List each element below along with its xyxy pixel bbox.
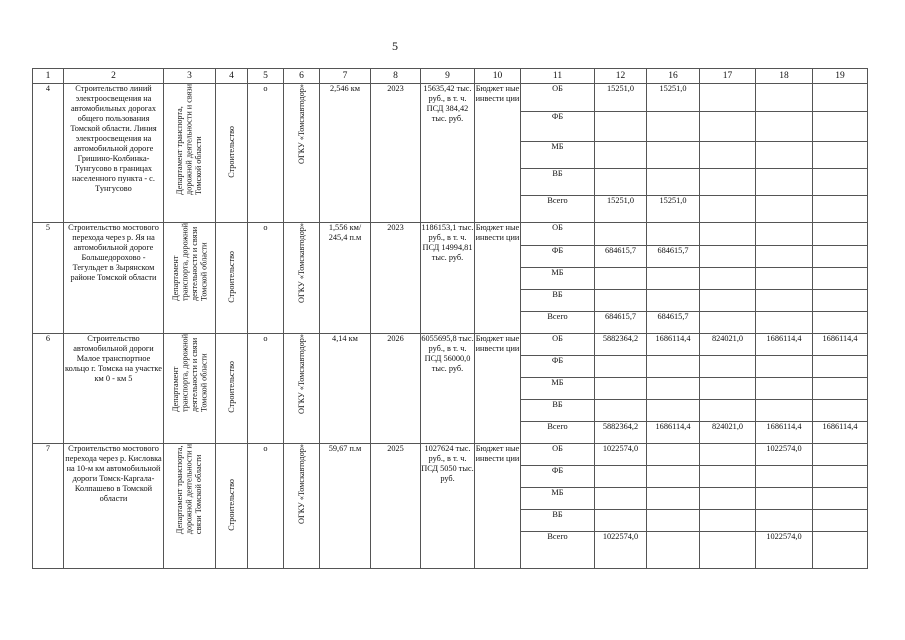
amount-c17 [700, 510, 756, 532]
amount-c12: 684615,7 [595, 246, 647, 268]
object-name: Строительство автомобильной дороги Малое транспортное кольцо г. Томска на участке км 0 - км 5 [64, 334, 164, 444]
amount-c12: 5882364,2 [595, 334, 647, 356]
amount-c18 [756, 378, 813, 400]
amount-c16: 15251,0 [647, 84, 700, 112]
budget-source: МБ [521, 142, 595, 169]
table-row [33, 334, 868, 356]
amount-c19 [813, 84, 868, 112]
amount-c18 [756, 400, 813, 422]
organization: ОГКУ «Томскавтодор» [296, 334, 306, 414]
amount-c12 [595, 268, 647, 290]
capacity: 59,67 п.м [320, 444, 371, 569]
col5-value: о [248, 84, 284, 223]
organization: ОГКУ «Томскавтодор» [296, 223, 306, 303]
col5-value: о [248, 334, 284, 444]
amount-c16 [647, 444, 700, 466]
amount-c18 [756, 290, 813, 312]
budget-source: ВБ [521, 510, 595, 532]
column-header: 10 [475, 69, 521, 84]
amount-c17 [700, 169, 756, 196]
amount-c16: 1686114,4 [647, 334, 700, 356]
amount-c12: 15251,0 [595, 196, 647, 223]
investment-type: Бюджет ные инвести ции [475, 223, 521, 334]
amount-c12: 1022574,0 [595, 444, 647, 466]
amount-c17 [700, 532, 756, 569]
investment-type: Бюджет ные инвести ции [475, 444, 521, 569]
amount-c16: 15251,0 [647, 196, 700, 223]
completion-year: 2025 [371, 444, 421, 569]
amount-c17 [700, 223, 756, 246]
amount-c18 [756, 112, 813, 142]
amount-c17 [700, 356, 756, 378]
amount-c18 [756, 142, 813, 169]
amount-c17 [700, 268, 756, 290]
column-header: 12 [595, 69, 647, 84]
amount-c18 [756, 510, 813, 532]
amount-c16: 684615,7 [647, 246, 700, 268]
amount-c16 [647, 268, 700, 290]
column-header: 8 [371, 69, 421, 84]
amount-c19 [813, 246, 868, 268]
budget-source: ВБ [521, 290, 595, 312]
col5-value: о [248, 223, 284, 334]
amount-c18 [756, 356, 813, 378]
capacity: 2,546 км [320, 84, 371, 223]
row-number: 6 [33, 334, 64, 444]
amount-c17 [700, 400, 756, 422]
amount-c16 [647, 510, 700, 532]
amount-c18 [756, 312, 813, 334]
amount-c16 [647, 488, 700, 510]
department-cell [164, 334, 216, 444]
amount-c12 [595, 169, 647, 196]
amount-c12 [595, 378, 647, 400]
column-header: 5 [248, 69, 284, 84]
amount-c17: 824021,0 [700, 334, 756, 356]
work-type: Строительство [226, 478, 236, 531]
amount-c19: 1686114,4 [813, 422, 868, 444]
amount-c19 [813, 169, 868, 196]
amount-c12 [595, 400, 647, 422]
column-header: 6 [284, 69, 320, 84]
budget-source: МБ [521, 268, 595, 290]
amount-c19 [813, 223, 868, 246]
organization-cell [284, 444, 320, 569]
amount-c18 [756, 169, 813, 196]
budget-source: ВБ [521, 400, 595, 422]
budget-source: Всего [521, 532, 595, 569]
amount-c19 [813, 112, 868, 142]
column-header: 17 [700, 69, 756, 84]
row-number: 5 [33, 223, 64, 334]
budget-source: ОБ [521, 334, 595, 356]
table-row [33, 223, 868, 246]
investment-type: Бюджет ные инвести ции [475, 334, 521, 444]
amount-c19 [813, 312, 868, 334]
amount-c17 [700, 84, 756, 112]
organization-cell [284, 84, 320, 223]
amount-c12 [595, 488, 647, 510]
completion-year: 2023 [371, 223, 421, 334]
object-name: Строительство мостового перехода через р. Кисловка на 10-м км автомобильной дороги Томск-Каргала-Колпашево в Томской области [64, 444, 164, 569]
amount-c12: 1022574,0 [595, 532, 647, 569]
amount-c19 [813, 290, 868, 312]
amount-c18: 1686114,4 [756, 422, 813, 444]
budget-source: МБ [521, 488, 595, 510]
table-row [33, 84, 868, 112]
organization: ОГКУ «Томскавтодор» [296, 444, 306, 524]
amount-c17 [700, 112, 756, 142]
budget-source: Всего [521, 312, 595, 334]
work-type: Строительство [226, 250, 236, 303]
column-header: 9 [421, 69, 475, 84]
amount-c19 [813, 510, 868, 532]
amount-c19 [813, 356, 868, 378]
organization-cell [284, 223, 320, 334]
amount-c19 [813, 466, 868, 488]
amount-c17 [700, 488, 756, 510]
budget-source: ФБ [521, 466, 595, 488]
completion-year: 2026 [371, 334, 421, 444]
department: Департамент транспорта, дорожной деятельности и связи Томской области [170, 334, 208, 413]
amount-c16 [647, 532, 700, 569]
amount-c17 [700, 246, 756, 268]
amount-c12 [595, 223, 647, 246]
amount-c16 [647, 466, 700, 488]
organization-cell [284, 334, 320, 444]
amount-c19 [813, 444, 868, 466]
amount-c17 [700, 290, 756, 312]
amount-c19 [813, 268, 868, 290]
amount-c17 [700, 312, 756, 334]
department-cell [164, 444, 216, 569]
amount-c17: 824021,0 [700, 422, 756, 444]
object-name: Строительство мостового перехода через р. Яя на автомобильной дороге Большедорохово - Тегульдет в Зырянском районе Томской области [64, 223, 164, 334]
capacity: 4,14 км [320, 334, 371, 444]
amount-c18 [756, 223, 813, 246]
amount-c16 [647, 142, 700, 169]
department-cell [164, 84, 216, 223]
amount-c19 [813, 378, 868, 400]
amount-c16 [647, 290, 700, 312]
capacity: 1,556 км/ 245,4 п.м [320, 223, 371, 334]
work-type: Строительство [226, 361, 236, 413]
estimated-cost: 1027624 тыс. руб., в т. ч. ПСД 5050 тыс. руб. [421, 444, 475, 569]
amount-c18 [756, 466, 813, 488]
completion-year: 2023 [371, 84, 421, 223]
amount-c12 [595, 112, 647, 142]
amount-c12 [595, 510, 647, 532]
amount-c18 [756, 246, 813, 268]
amount-c18 [756, 268, 813, 290]
budget-source: ФБ [521, 112, 595, 142]
amount-c19 [813, 142, 868, 169]
page-number: 5 [392, 39, 398, 53]
department-cell [164, 223, 216, 334]
amount-c12: 15251,0 [595, 84, 647, 112]
budget-source: ОБ [521, 84, 595, 112]
row-number: 7 [33, 444, 64, 569]
work-type: Строительство [226, 125, 236, 178]
column-header: 18 [756, 69, 813, 84]
budget-source: ОБ [521, 223, 595, 246]
investment-objects-table [32, 68, 868, 569]
amount-c12: 5882364,2 [595, 422, 647, 444]
amount-c16: 1686114,4 [647, 422, 700, 444]
work-type-cell [216, 334, 248, 444]
amount-c16 [647, 223, 700, 246]
amount-c19 [813, 196, 868, 223]
amount-c17 [700, 142, 756, 169]
investment-type: Бюджет ные инвести ции [475, 84, 521, 223]
amount-c12 [595, 466, 647, 488]
amount-c16 [647, 356, 700, 378]
budget-source: ОБ [521, 444, 595, 466]
amount-c18: 1686114,4 [756, 334, 813, 356]
column-header: 2 [64, 69, 164, 84]
amount-c19 [813, 532, 868, 569]
row-number: 4 [33, 84, 64, 223]
amount-c18: 1022574,0 [756, 532, 813, 569]
estimated-cost: 6055695,8 тыс. руб., в т. ч. ПСД 56000,0 тыс. руб. [421, 334, 475, 444]
amount-c17 [700, 378, 756, 400]
header-row [33, 69, 868, 84]
budget-source: ФБ [521, 246, 595, 268]
amount-c12 [595, 142, 647, 169]
amount-c18 [756, 196, 813, 223]
amount-c19 [813, 488, 868, 510]
column-header: 11 [521, 69, 595, 84]
budget-source: ФБ [521, 356, 595, 378]
amount-c12 [595, 356, 647, 378]
column-header: 7 [320, 69, 371, 84]
amount-c18 [756, 84, 813, 112]
column-header: 4 [216, 69, 248, 84]
col5-value: о [248, 444, 284, 569]
estimated-cost: 1186153,1 тыс. руб., в т. ч. ПСД 14994,81 тыс. руб. [421, 223, 475, 334]
amount-c19 [813, 400, 868, 422]
column-header: 1 [33, 69, 64, 84]
department: Департамент транспорта, дорожной деятельности и связи Томской области [170, 223, 208, 302]
work-type-cell [216, 84, 248, 223]
amount-c16 [647, 378, 700, 400]
amount-c18: 1022574,0 [756, 444, 813, 466]
column-header: 16 [647, 69, 700, 84]
object-name: Строительство линий электроосвещения на автомобильных дорогах общего пользования Томской области. Линия электроосвещения на автомобильной дороге Гришино-Колбинка-Тунгусово в границах населенного пункта - с. Тунгусово [64, 84, 164, 223]
amount-c17 [700, 444, 756, 466]
column-header: 3 [164, 69, 216, 84]
estimated-cost: 15635,42 тыс. руб., в т. ч. ПСД 384,42 тыс. руб. [421, 84, 475, 223]
amount-c18 [756, 488, 813, 510]
department: Департамент транспорта, дорожной деятельности и связи Томской области [175, 84, 204, 195]
work-type-cell [216, 444, 248, 569]
table-row [33, 444, 868, 466]
amount-c16 [647, 112, 700, 142]
budget-source: ВБ [521, 169, 595, 196]
work-type-cell [216, 223, 248, 334]
organization: ОГКУ «Томскавтодор» [296, 84, 306, 164]
amount-c17 [700, 196, 756, 223]
amount-c16: 684615,7 [647, 312, 700, 334]
amount-c17 [700, 466, 756, 488]
department: Департамент транспорта, дорожной деятельности и связи Томской области [175, 444, 204, 535]
amount-c19: 1686114,4 [813, 334, 868, 356]
amount-c12: 684615,7 [595, 312, 647, 334]
column-header: 19 [813, 69, 868, 84]
amount-c12 [595, 290, 647, 312]
budget-source: Всего [521, 422, 595, 444]
amount-c16 [647, 169, 700, 196]
budget-source: Всего [521, 196, 595, 223]
budget-source: МБ [521, 378, 595, 400]
amount-c16 [647, 400, 700, 422]
